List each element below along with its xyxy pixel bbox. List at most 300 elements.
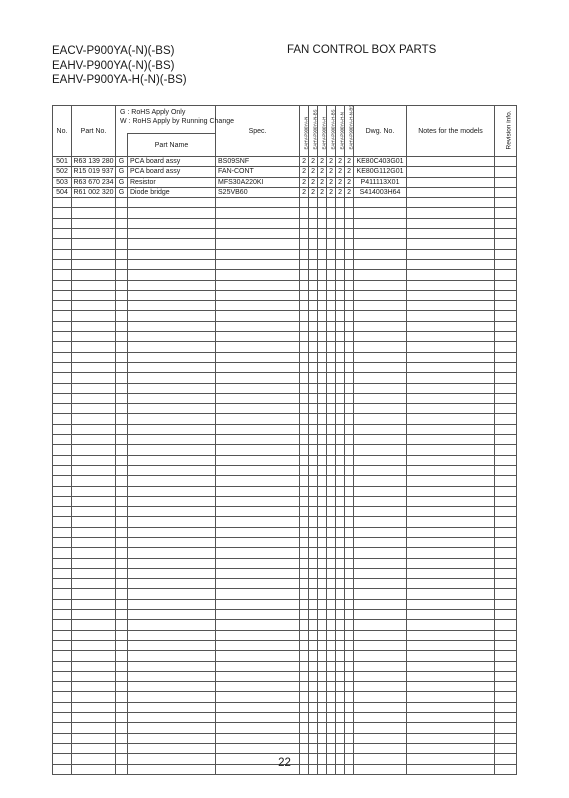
table-cell-empty (216, 496, 300, 506)
table-cell-empty (300, 733, 309, 743)
table-cell-empty (116, 537, 128, 547)
row-qty: 2 (336, 187, 345, 197)
table-cell-empty (318, 208, 327, 218)
table-cell-empty (72, 599, 116, 609)
table-cell-empty (116, 290, 128, 300)
table-cell-empty (407, 537, 495, 547)
table-cell-empty (116, 568, 128, 578)
row-notes (407, 187, 495, 197)
table-cell-empty (354, 383, 407, 393)
rohs-spacer (116, 134, 128, 157)
table-cell-empty (72, 383, 116, 393)
table-cell-empty (354, 537, 407, 547)
table-row-empty (53, 537, 517, 547)
table-cell-empty (300, 713, 309, 723)
table-cell-empty (495, 537, 517, 547)
table-cell-empty (336, 568, 345, 578)
table-cell-empty (116, 743, 128, 753)
table-cell-empty (327, 661, 336, 671)
table-cell-empty (495, 321, 517, 331)
table-cell-empty (128, 393, 216, 403)
table-cell-empty (53, 507, 72, 517)
table-cell-empty (354, 496, 407, 506)
table-row-empty (53, 568, 517, 578)
table-cell-empty (345, 486, 354, 496)
table-cell-empty (407, 321, 495, 331)
table-cell-empty (327, 198, 336, 208)
table-cell-empty (309, 218, 318, 228)
table-row-empty (53, 229, 517, 239)
table-cell-empty (300, 280, 309, 290)
table-cell-empty (216, 517, 300, 527)
table-cell-empty (300, 218, 309, 228)
table-cell-empty (216, 373, 300, 383)
table-cell-empty (327, 568, 336, 578)
table-cell-empty (407, 383, 495, 393)
table-cell-empty (128, 702, 216, 712)
table-cell-empty (72, 311, 116, 321)
table-cell-empty (318, 352, 327, 362)
table-cell-empty (128, 311, 216, 321)
table-cell-empty (216, 610, 300, 620)
table-cell-empty (72, 404, 116, 414)
table-cell-empty (495, 259, 517, 269)
table-cell-empty (300, 455, 309, 465)
table-cell-empty (128, 362, 216, 372)
table-cell-empty (327, 630, 336, 640)
table-row-empty (53, 702, 517, 712)
table-cell-empty (327, 414, 336, 424)
table-cell-empty (495, 465, 517, 475)
table-cell-empty (407, 579, 495, 589)
table-cell-empty (300, 301, 309, 311)
table-cell-empty (495, 249, 517, 259)
table-cell-empty (128, 682, 216, 692)
table-cell-empty (300, 568, 309, 578)
table-cell-empty (128, 671, 216, 681)
table-cell-empty (309, 352, 318, 362)
table-cell-empty (354, 259, 407, 269)
table-cell-empty (72, 548, 116, 558)
table-row-empty (53, 239, 517, 249)
table-cell-empty (318, 527, 327, 537)
row-part-name: PCA board assy (128, 167, 216, 177)
table-cell-empty (116, 259, 128, 269)
table-cell-empty (345, 424, 354, 434)
row-qty: 2 (345, 167, 354, 177)
table-cell-empty (309, 517, 318, 527)
table-cell-empty (128, 527, 216, 537)
table-cell-empty (128, 733, 216, 743)
table-cell-empty (336, 229, 345, 239)
table-cell-empty (327, 507, 336, 517)
table-cell-empty (318, 435, 327, 445)
header-model-3 (318, 106, 327, 157)
table-cell-empty (318, 589, 327, 599)
table-cell-empty (336, 414, 345, 424)
row-qty: 2 (309, 187, 318, 197)
table-cell-empty (116, 589, 128, 599)
table-cell-empty (216, 383, 300, 393)
table-cell-empty (72, 321, 116, 331)
table-cell-empty (309, 610, 318, 620)
table-cell-empty (318, 373, 327, 383)
table-cell-empty (336, 218, 345, 228)
table-row-empty (53, 630, 517, 640)
table-cell-empty (53, 208, 72, 218)
table-cell-empty (495, 579, 517, 589)
table-cell-empty (495, 198, 517, 208)
table-cell-empty (128, 435, 216, 445)
table-cell-empty (407, 723, 495, 733)
table-cell-empty (318, 507, 327, 517)
table-cell-empty (300, 393, 309, 403)
parts-table (52, 105, 517, 775)
table-row-empty (53, 476, 517, 486)
table-cell-empty (495, 445, 517, 455)
table-cell-empty (216, 640, 300, 650)
table-cell-empty (300, 651, 309, 661)
table-cell-empty (495, 280, 517, 290)
table-cell-empty (128, 517, 216, 527)
table-cell-empty (53, 589, 72, 599)
table-cell-empty (354, 692, 407, 702)
table-cell-empty (327, 589, 336, 599)
table-cell-empty (300, 610, 309, 620)
table-row-empty (53, 383, 517, 393)
table-cell-empty (336, 723, 345, 733)
table-cell-empty (216, 548, 300, 558)
table-cell-empty (216, 630, 300, 640)
row-qty: 2 (318, 177, 327, 187)
table-cell-empty (53, 321, 72, 331)
table-cell-empty (336, 239, 345, 249)
table-cell-empty (336, 671, 345, 681)
model-name: EACV-P900YA(-N)(-BS) (52, 45, 175, 57)
table-cell-empty (128, 342, 216, 352)
table-cell-empty (300, 486, 309, 496)
table-cell-empty (318, 682, 327, 692)
table-cell-empty (336, 507, 345, 517)
table-cell-empty (116, 486, 128, 496)
row-part-name: Diode bridge (128, 187, 216, 197)
table-row-empty (53, 620, 517, 630)
table-cell-empty (354, 476, 407, 486)
table-cell-empty (128, 301, 216, 311)
table-cell-empty (53, 476, 72, 486)
table-cell-empty (345, 527, 354, 537)
table-cell-empty (336, 630, 345, 640)
table-cell-empty (336, 682, 345, 692)
table-cell-empty (300, 661, 309, 671)
table-cell-empty (116, 362, 128, 372)
table-cell-empty (128, 723, 216, 733)
table-cell-empty (495, 517, 517, 527)
table-cell-empty (495, 404, 517, 414)
table-row-empty (53, 671, 517, 681)
row-qty: 2 (318, 187, 327, 197)
table-cell-empty (495, 671, 517, 681)
table-cell-empty (116, 671, 128, 681)
table-cell-empty (216, 743, 300, 753)
table-cell-empty (309, 445, 318, 455)
table-cell-empty (72, 259, 116, 269)
table-row-empty (53, 651, 517, 661)
table-cell-empty (345, 332, 354, 342)
table-cell-empty (354, 239, 407, 249)
table-cell-empty (336, 496, 345, 506)
table-row-empty (53, 558, 517, 568)
table-cell-empty (72, 713, 116, 723)
table-cell-empty (327, 548, 336, 558)
table-row-empty (53, 332, 517, 342)
table-cell-empty (300, 404, 309, 414)
table-cell-empty (407, 476, 495, 486)
table-cell-empty (354, 342, 407, 352)
table-cell-empty (354, 352, 407, 362)
table-cell-empty (300, 383, 309, 393)
table-cell-empty (495, 414, 517, 424)
row-part-no: R61 002 320 (73, 189, 114, 197)
table-cell-empty (53, 723, 72, 733)
table-cell-empty (300, 414, 309, 424)
table-cell-empty (495, 692, 517, 702)
table-cell-empty (309, 332, 318, 342)
table-cell-empty (327, 527, 336, 537)
table-cell-empty (336, 713, 345, 723)
table-cell-empty (318, 568, 327, 578)
model-list (52, 44, 187, 88)
table-cell-empty (300, 630, 309, 640)
table-cell-empty (407, 486, 495, 496)
table-cell-empty (116, 465, 128, 475)
row-part-name: PCA board assy (128, 157, 216, 167)
table-cell-empty (216, 671, 300, 681)
table-cell-empty (327, 743, 336, 753)
table-row-empty (53, 259, 517, 269)
table-cell-empty (53, 630, 72, 640)
table-cell-empty (128, 661, 216, 671)
table-cell-empty (345, 651, 354, 661)
table-cell-empty (72, 465, 116, 475)
table-cell-empty (327, 270, 336, 280)
table-cell-empty (300, 692, 309, 702)
row-qty: 2 (336, 177, 345, 187)
table-cell-empty (128, 476, 216, 486)
table-cell-empty (354, 651, 407, 661)
table-cell-empty (116, 630, 128, 640)
row-no: 503 (53, 177, 72, 187)
table-cell-empty (128, 208, 216, 218)
rohs-legend (116, 106, 235, 134)
table-cell-empty (309, 290, 318, 300)
table-cell-empty (53, 218, 72, 228)
table-cell-empty (53, 301, 72, 311)
table-cell-empty (407, 548, 495, 558)
table-cell-empty (354, 270, 407, 280)
header-model-label: EAHV-P900YA-H (321, 116, 327, 150)
table-cell-empty (327, 723, 336, 733)
table-cell-empty (336, 280, 345, 290)
table-cell-empty (300, 362, 309, 372)
table-cell-empty (309, 723, 318, 733)
table-cell-empty (128, 404, 216, 414)
header-revision-label: Revision info. (505, 110, 513, 150)
table-cell-empty (318, 218, 327, 228)
table-cell-empty (300, 558, 309, 568)
row-qty: 2 (300, 157, 309, 167)
table-cell-empty (116, 424, 128, 434)
table-cell-empty (407, 218, 495, 228)
table-cell-empty (309, 713, 318, 723)
table-cell-empty (495, 455, 517, 465)
table-cell-empty (345, 579, 354, 589)
row-dwg-no: KE80C403G01 (354, 157, 407, 167)
table-cell-empty (327, 671, 336, 681)
table-cell-empty (495, 383, 517, 393)
table-cell-empty (128, 630, 216, 640)
table-cell-empty (72, 517, 116, 527)
row-qty: 2 (345, 157, 354, 167)
table-cell-empty (407, 620, 495, 630)
table-cell-empty (116, 218, 128, 228)
table-cell-empty (116, 301, 128, 311)
table-cell-empty (354, 517, 407, 527)
table-cell-empty (345, 342, 354, 352)
table-cell-empty (318, 321, 327, 331)
table-cell-empty (354, 713, 407, 723)
table-cell-empty (309, 198, 318, 208)
table-cell-empty (354, 682, 407, 692)
table-cell-empty (336, 465, 345, 475)
model-name: EAHV-P900YA-H(-N)(-BS) (52, 74, 187, 86)
table-cell-empty (336, 455, 345, 465)
table-cell-empty (72, 537, 116, 547)
table-cell-empty (336, 661, 345, 671)
table-cell-empty (345, 321, 354, 331)
header-model-5 (336, 106, 345, 157)
row-qty: 2 (345, 177, 354, 187)
table-cell-empty (309, 743, 318, 753)
table-cell-empty (495, 743, 517, 753)
table-cell-empty (300, 599, 309, 609)
table-cell-empty (495, 435, 517, 445)
table-cell-empty (116, 640, 128, 650)
table-cell-empty (318, 476, 327, 486)
table-cell-empty (72, 198, 116, 208)
table-row-empty (53, 198, 517, 208)
table-cell-empty (327, 435, 336, 445)
table-cell-empty (345, 599, 354, 609)
table-cell-empty (309, 733, 318, 743)
table-row-empty (53, 445, 517, 455)
table-cell-empty (327, 610, 336, 620)
table-cell-empty (53, 568, 72, 578)
table-cell-empty (53, 311, 72, 321)
table-cell-empty (53, 579, 72, 589)
table-cell-empty (128, 445, 216, 455)
row-no: 501 (53, 157, 72, 167)
table-cell-empty (300, 332, 309, 342)
table-cell-empty (354, 661, 407, 671)
table-cell-empty (354, 311, 407, 321)
table-cell-empty (216, 259, 300, 269)
table-cell-empty (216, 558, 300, 568)
row-spec: S25VB60 (216, 187, 300, 197)
table-cell-empty (216, 362, 300, 372)
table-cell-empty (318, 743, 327, 753)
table-cell-empty (354, 414, 407, 424)
table-cell-empty (72, 507, 116, 517)
table-cell-empty (300, 548, 309, 558)
table-cell-empty (128, 249, 216, 259)
table-cell-empty (300, 465, 309, 475)
table-row-empty (53, 610, 517, 620)
table-cell-empty (345, 713, 354, 723)
table-cell-empty (53, 548, 72, 558)
table-cell-empty (53, 743, 72, 753)
table-cell-empty (345, 352, 354, 362)
table-cell-empty (407, 517, 495, 527)
table-cell-empty (300, 579, 309, 589)
table-cell-empty (336, 548, 345, 558)
table-cell-empty (345, 301, 354, 311)
table-cell-empty (309, 548, 318, 558)
table-cell-empty (407, 743, 495, 753)
table-cell-empty (116, 321, 128, 331)
table-cell-empty (407, 311, 495, 321)
table-cell-empty (128, 280, 216, 290)
table-cell-empty (128, 496, 216, 506)
table-cell-empty (53, 713, 72, 723)
table-cell-empty (216, 476, 300, 486)
table-cell-empty (318, 465, 327, 475)
table-cell-empty (354, 393, 407, 403)
table-cell-empty (407, 270, 495, 280)
table-cell-empty (72, 218, 116, 228)
table-cell-empty (495, 661, 517, 671)
table-cell-empty (345, 404, 354, 414)
table-cell-empty (53, 404, 72, 414)
table-cell-empty (495, 702, 517, 712)
table-cell-empty (309, 414, 318, 424)
table-cell-empty (407, 568, 495, 578)
table-cell-empty (300, 671, 309, 681)
table-cell-empty (72, 579, 116, 589)
table-cell-empty (336, 259, 345, 269)
row-notes (407, 177, 495, 187)
row-dwg-no: KE80G112G01 (354, 167, 407, 177)
table-cell-empty (116, 682, 128, 692)
table-cell-empty (407, 455, 495, 465)
table-cell-empty (116, 229, 128, 239)
table-cell-empty (309, 486, 318, 496)
table-cell-empty (327, 651, 336, 661)
table-cell-empty (327, 229, 336, 239)
table-row-empty (53, 311, 517, 321)
table-cell-empty (72, 435, 116, 445)
table-cell-empty (495, 373, 517, 383)
table-cell-empty (407, 249, 495, 259)
table-cell-empty (318, 249, 327, 259)
rohs-legend-w: W : RoHS Apply by Running Change (120, 118, 235, 125)
table-cell-empty (327, 558, 336, 568)
table-cell-empty (336, 527, 345, 537)
table-cell-empty (216, 527, 300, 537)
table-cell-empty (53, 414, 72, 424)
table-cell-empty (216, 465, 300, 475)
table-cell-empty (327, 537, 336, 547)
